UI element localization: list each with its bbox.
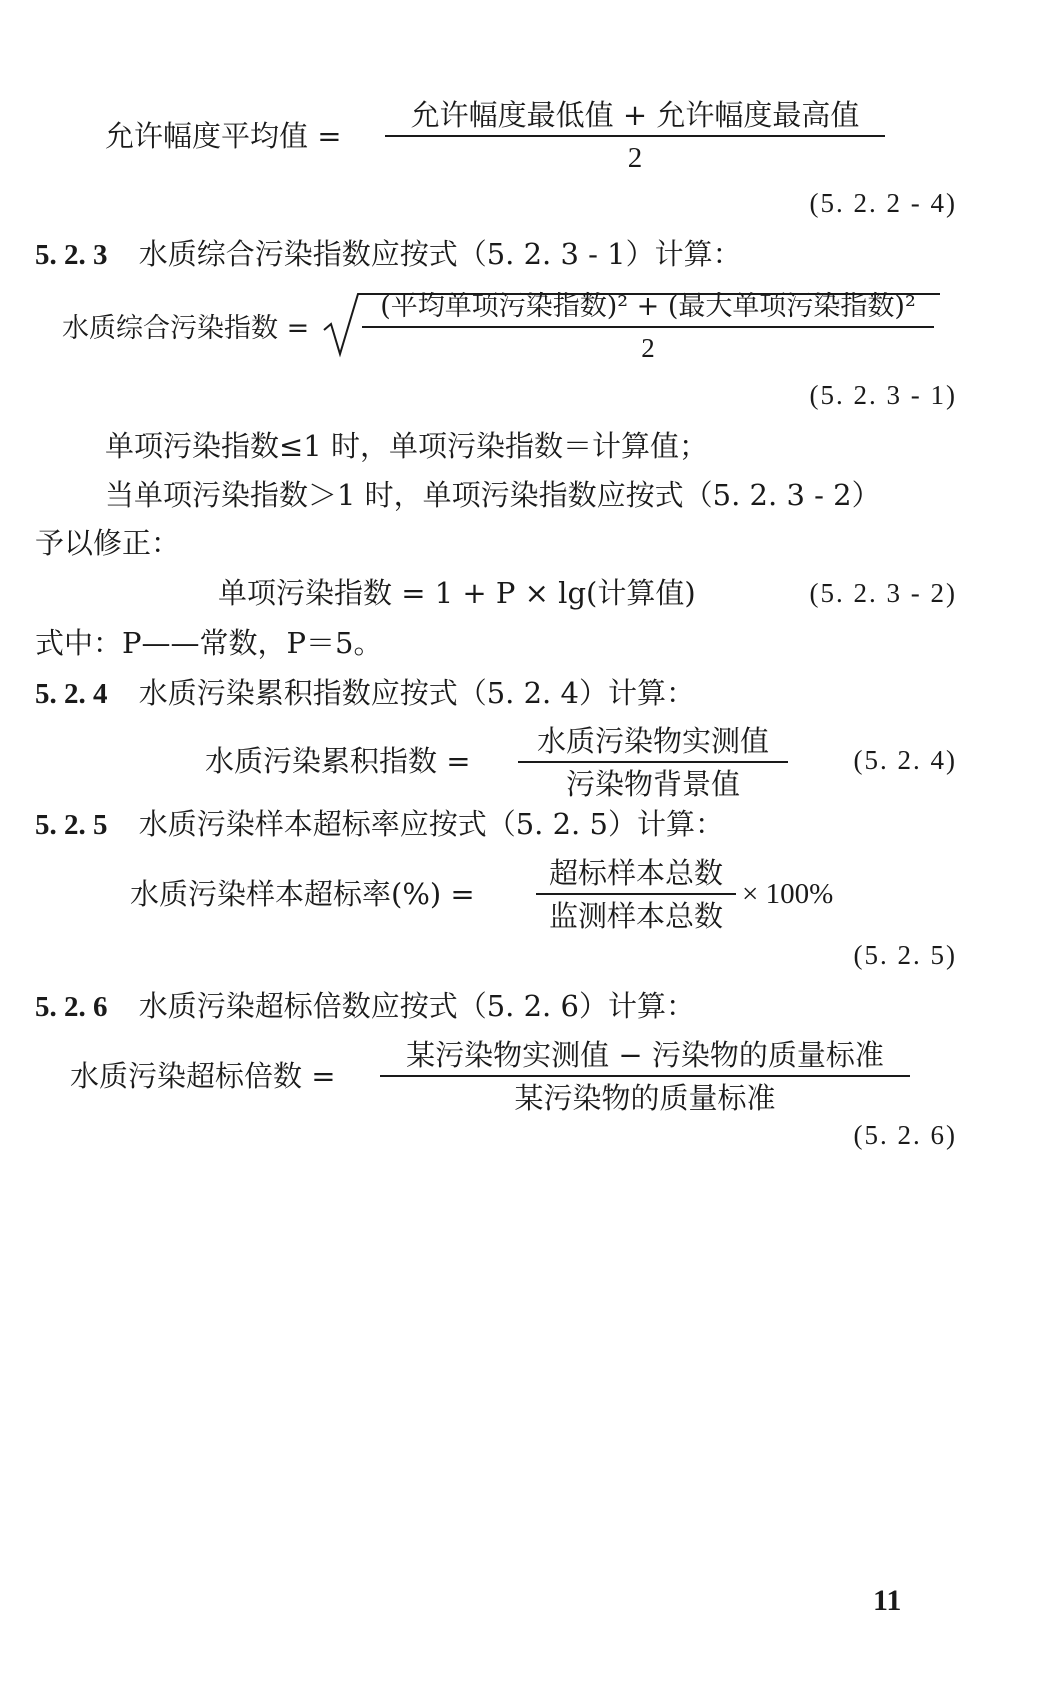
equation: 单项污染指数 = 1 + P × lg(计算值) (218, 576, 696, 610)
equation-number: (5. 2. 4) (853, 745, 957, 775)
equation-lhs: 水质综合污染指数 = (62, 313, 310, 344)
section-number: 5. 2. 6 (35, 991, 108, 1023)
section-heading (35, 236, 742, 273)
fraction-denominator: 污染物背景值 (565, 767, 740, 801)
fraction-bar (362, 326, 934, 328)
equation-number: (5. 2. 3 - 1) (809, 380, 957, 410)
section-heading (35, 806, 724, 843)
fraction (362, 290, 934, 365)
fraction-bar (518, 761, 788, 763)
equation-lhs: 水质污染超标倍数 = (70, 1059, 336, 1093)
fraction (518, 723, 788, 802)
fraction-numerator: 允许幅度最低值 + 允许幅度最高值 (410, 98, 860, 132)
fraction-denominator: 2 (627, 142, 643, 174)
equation-lhs: 水质污染样本超标率(%) = (130, 877, 475, 911)
equation-number: (5. 2. 5) (853, 940, 957, 970)
section-text: 水质污染累积指数应按式（5. 2. 4）计算： (138, 676, 695, 710)
section-number: 5. 2. 5 (35, 809, 108, 841)
fraction (536, 855, 736, 934)
section-heading (35, 988, 695, 1025)
fraction (385, 97, 885, 176)
section-text: 水质污染超标倍数应按式（5. 2. 6）计算： (138, 989, 695, 1023)
fraction (380, 1037, 910, 1116)
section-text: 水质污染样本超标率应按式（5. 2. 5）计算： (138, 807, 724, 841)
equation-number: (5. 2. 6) (853, 1120, 957, 1150)
equation-number: (5. 2. 3 - 2) (809, 578, 957, 608)
equation-rhs: × 100% (742, 878, 834, 910)
fraction-numerator: 某污染物实测值 − 污染物的质量标准 (406, 1038, 884, 1072)
equation-lhs: 允许幅度平均值 = (105, 119, 342, 153)
where-clause: 式中：P——常数，P＝5。 (35, 626, 383, 660)
page-number: 11 (873, 1584, 902, 1617)
equation-number: (5. 2. 2 - 4) (809, 188, 957, 218)
fraction-numerator: 水质污染物实测值 (536, 724, 769, 758)
equation-lhs: 水质污染累积指数 = (205, 744, 471, 778)
paragraph: 当单项污染指数＞1 时，单项污染指数应按式（5. 2. 3 - 2） (105, 478, 881, 512)
fraction-bar (380, 1075, 910, 1077)
fraction-denominator: 某污染物的质量标准 (514, 1081, 776, 1115)
fraction-denominator: 监测样本总数 (548, 899, 723, 933)
fraction-numerator: (平均单项污染指数)² + (最大单项污染指数)² (380, 291, 916, 322)
fraction-bar (536, 893, 736, 895)
section-text: 水质综合污染指数应按式（5. 2. 3 - 1）计算： (138, 237, 742, 271)
fraction-numerator: 超标样本总数 (548, 856, 723, 890)
paragraph: 予以修正： (35, 526, 181, 560)
section-heading (35, 675, 695, 712)
fraction-bar (385, 135, 885, 137)
fraction-denominator: 2 (641, 333, 655, 363)
paragraph: 单项污染指数≤1 时，单项污染指数＝计算值； (105, 429, 708, 463)
section-number: 5. 2. 3 (35, 239, 108, 271)
section-number: 5. 2. 4 (35, 678, 108, 710)
